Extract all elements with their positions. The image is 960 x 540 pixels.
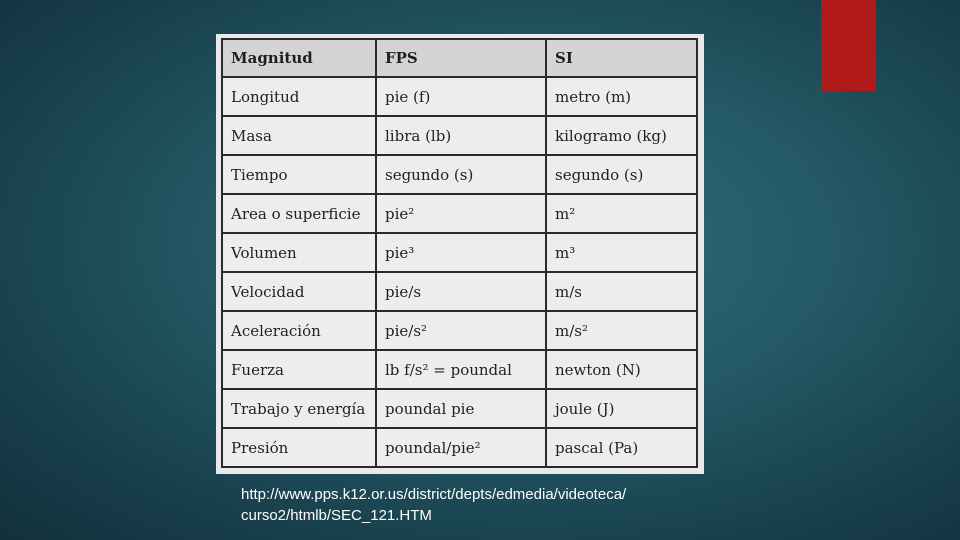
cell-si: m/s² [546,311,697,350]
cell-magnitud: Masa [222,116,376,155]
cell-si: joule (J) [546,389,697,428]
table-row [222,194,697,233]
cell-fps: poundal/pie² [376,428,546,467]
table-row [222,389,697,428]
cell-magnitud: Longitud [222,77,376,116]
units-table [221,38,698,468]
cell-fps: pie (f) [376,77,546,116]
cell-magnitud: Aceleración [222,311,376,350]
table-header-row [222,39,697,77]
cell-si: metro (m) [546,77,697,116]
table-row [222,350,697,389]
header-fps: FPS [376,39,546,77]
accent-bar [821,0,876,91]
table-row [222,233,697,272]
source-url-line-1: http://www.pps.k12.or.us/district/depts/edmedia/videoteca/ [241,486,627,503]
cell-magnitud: Trabajo y energía [222,389,376,428]
cell-magnitud: Velocidad [222,272,376,311]
cell-magnitud: Tiempo [222,155,376,194]
cell-si: m/s [546,272,697,311]
table-row [222,155,697,194]
cell-fps: pie/s [376,272,546,311]
cell-fps: pie/s² [376,311,546,350]
cell-fps: pie² [376,194,546,233]
units-table-image [216,34,704,474]
cell-fps: poundal pie [376,389,546,428]
table-row [222,311,697,350]
cell-si: segundo (s) [546,155,697,194]
cell-si: m² [546,194,697,233]
header-si: SI [546,39,697,77]
cell-si: kilogramo (kg) [546,116,697,155]
cell-fps: lb f/s² = poundal [376,350,546,389]
cell-magnitud: Presión [222,428,376,467]
table-row [222,77,697,116]
cell-si: m³ [546,233,697,272]
table-row [222,272,697,311]
table-row [222,116,697,155]
cell-si: pascal (Pa) [546,428,697,467]
cell-fps: pie³ [376,233,546,272]
header-magnitud: Magnitud [222,39,376,77]
table-row [222,428,697,467]
source-url [241,484,741,526]
cell-magnitud: Volumen [222,233,376,272]
cell-magnitud: Area o superficie [222,194,376,233]
cell-fps: segundo (s) [376,155,546,194]
cell-fps: libra (lb) [376,116,546,155]
cell-si: newton (N) [546,350,697,389]
source-url-line-2: curso2/htmlb/SEC_121.HTM [241,507,432,524]
cell-magnitud: Fuerza [222,350,376,389]
